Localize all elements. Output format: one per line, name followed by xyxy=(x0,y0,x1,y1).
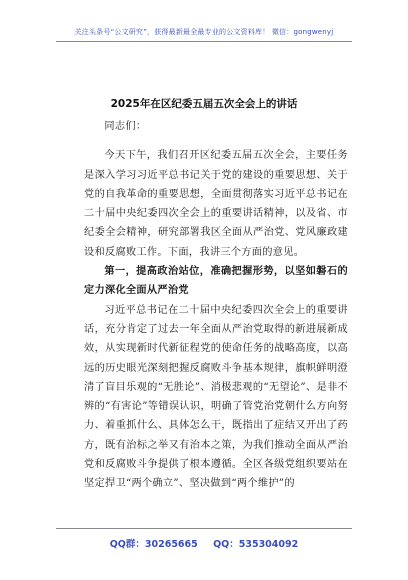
body-paragraph: 习近平总书记在二十届中央纪委四次全会上的重要讲话，充分肯定了过去一年全面从严治党取得的新进展新成效，从实现新时代新征程党的使命任务的战略高度，以高远的历史眼光深刻把握反腐败斗争基本规律，旗帜鲜明澄清了盲目乐观的“无胜论”、消极悲观的“无望论”、是非不辨的“有害论”等错误认识，明确了管党治党朝什么方向努力、着重抓什么、具体怎么干，既指出了症结又开出了药方，既有治标之举又有治本之策，为我们推动全面从严治党和反腐败斗争提供了根本遵循。全区各级党组织要站在坚定捍卫“两个确立”、坚决做到“两个维护”的 xyxy=(84,304,348,490)
header-notice: 关注头条号“公文研究”，获得最新最全最专业的公文资料库！ 微信：gongwenyj xyxy=(74,28,334,36)
body-paragraph: 今天下午，我们召开区纪委五届五次全会，主要任务是深入学习习近平总书记关于党的建设的重要思想、关于党的自我革命的重要思想，全面贯彻落实习近平总书记在二十届中央纪委四次全会上的重要讲话精神，以及省、市纪委全会精神，研究部署我区全面从严治党、党风廉政建设和反腐败工作。下面，我讲三个方面的意见。 xyxy=(84,150,348,258)
salutation: 同志们： xyxy=(104,121,147,132)
footer-qq: QQ：535304092 xyxy=(213,539,299,550)
footer-divider xyxy=(56,528,352,529)
section-heading: 第一，提高政治站位，准确把握形势，以坚如磐石的定力深化全面从严治党 xyxy=(84,265,348,297)
footer-qq-group: QQ群：30265665 xyxy=(109,539,198,550)
header-divider xyxy=(56,41,352,42)
document-title: 2025年在区纪委五届五次全会上的讲话 xyxy=(110,98,298,110)
document-body xyxy=(84,117,348,494)
footer-contacts xyxy=(0,536,408,550)
